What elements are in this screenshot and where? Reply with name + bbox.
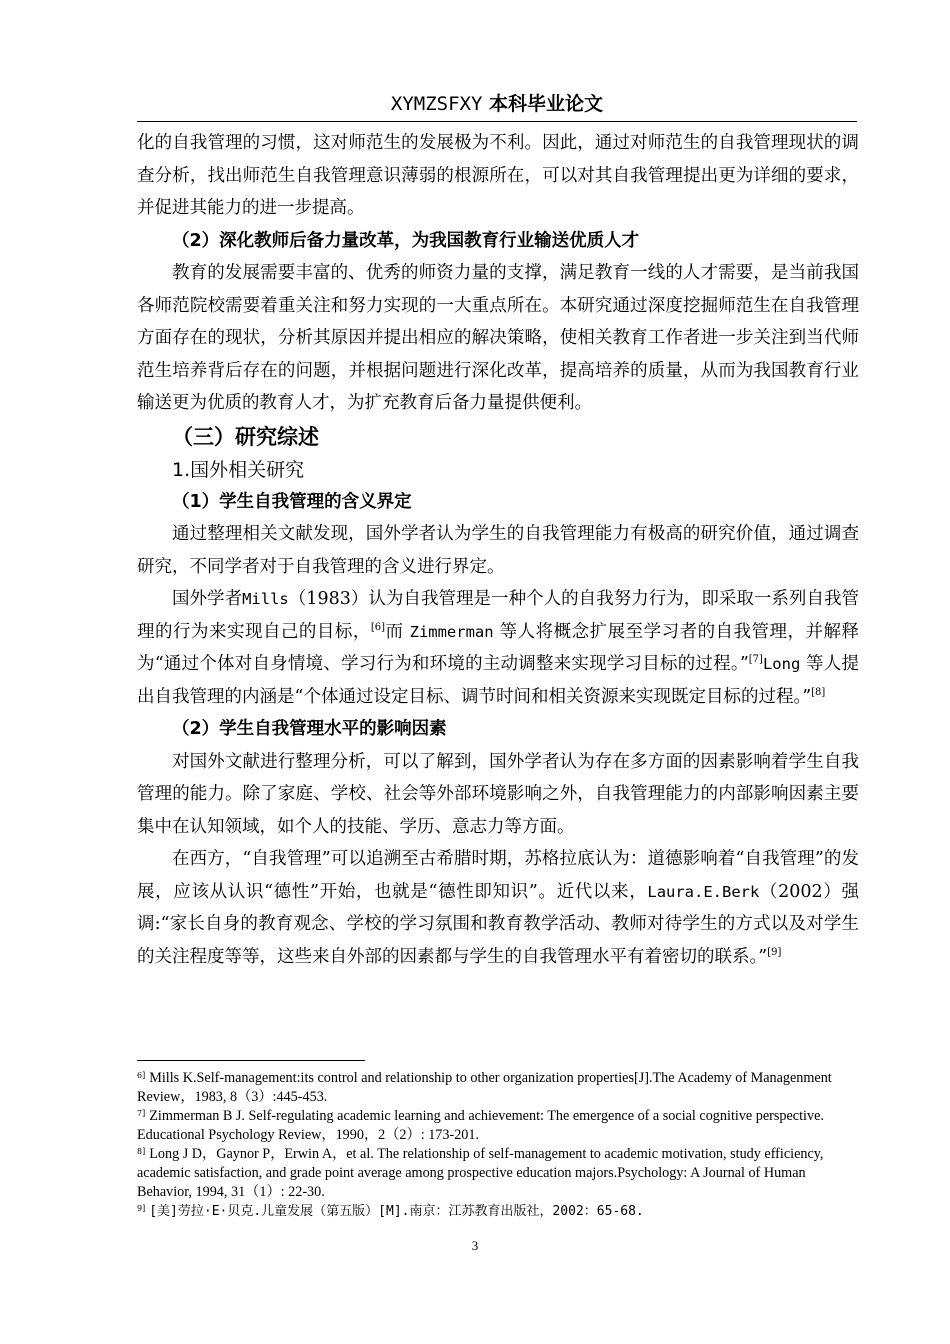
paragraph-literature-intro: 通过整理相关文献发现，国外学者认为学生的自我管理能力有极高的研究价值，通过调查研究，不同学者对于自我管理的含义进行界定。 bbox=[137, 524, 859, 577]
paragraph-factors: 对国外文献进行整理分析，可以了解到，国外学者认为存在多方面的因素影响着学生自我管理的能力。除了家庭、学校、社会等外部环境影响之外，自我管理能力的内部影响因素主要集中在认知领域，如个人的技能、学历、意志力等方面。 bbox=[137, 751, 859, 837]
footnote-6 bbox=[137, 1069, 862, 1107]
footnote-9 bbox=[137, 1202, 862, 1221]
paragraph-teacher-reserve: 教育的发展需要丰富的、优秀的师资力量的支撑，满足教育一线的人才需要，是当前我国各师范院校需要着重关注和努力实现的一大重点所在。本研究通过深度挖掘师范生在自我管理方面存在的现状，分析其原因并提出相应的解决策略，使相关教育工作者进一步关注到当代师范生培养背后存在的问题，并根据问题进行深化改革，提高培养的质量，从而为我国教育行业输送更为优质的教育人才，为扩充教育后备力量提供便利。 bbox=[137, 263, 859, 413]
citation-ref-8[interactable]: [8] bbox=[811, 686, 826, 698]
footnote-text: Long J D，Gaynor P，Erwin A，et al. The relationship of self-management to academic motivation, study efficiency, academic satisfaction, and grade point average among prospective education majors.Psychology: A Journal of Human Behavior, 1994, 31（1）: 22-30. bbox=[137, 1146, 824, 1200]
footnotes bbox=[137, 1069, 862, 1221]
author-mills: Mills bbox=[242, 590, 289, 608]
footnote-text: [美]劳拉·E·贝克.儿童发展（第五版）[M].南京：江苏教育出版社，2002：65-68. bbox=[149, 1204, 644, 1219]
heading-item-1-definition: （1）学生自我管理的含义界定 bbox=[172, 491, 412, 512]
header-rule bbox=[137, 121, 857, 122]
footnote-7 bbox=[137, 1107, 862, 1145]
author-berk: Laura.E.Berk bbox=[647, 882, 760, 901]
text-span: 等人将概念扩展至学习者的自我管理，并解释为“通过个体对自身情境、学习行为和环境的主动调整来实现学习目标的过程。” bbox=[137, 621, 859, 674]
text-span: （2002）强调:“家长自身的教育观念、学校的学习氛围和教育教学活动、教师对待学生的方式以及对学生的关注程度等等，这些来自外部的因素都与学生的自我管理水平有着密切的联系。” bbox=[137, 881, 859, 967]
text-span: 国外学者 bbox=[172, 589, 243, 609]
paragraph-western-history bbox=[137, 843, 859, 973]
page-header bbox=[137, 91, 857, 117]
page-number: 3 bbox=[471, 1238, 479, 1253]
author-long: Long bbox=[762, 655, 801, 673]
heading-item-2-factors: （2）学生自我管理水平的影响因素 bbox=[172, 719, 447, 739]
author-zimmerman: Zimmerman bbox=[409, 622, 494, 641]
citation-ref-7[interactable]: [7] bbox=[748, 654, 763, 666]
header-code: XYMZSFXY bbox=[390, 93, 483, 115]
footnote-mark: 7] bbox=[137, 1109, 146, 1118]
citation-ref-9[interactable]: [9] bbox=[767, 946, 782, 958]
document-body bbox=[137, 127, 859, 973]
text-span: （1983）认为自我管理是一种个人的自我努力行为，即采取一系列自我管理的行为来实现自己的目标， bbox=[137, 589, 859, 642]
footnote-8 bbox=[137, 1145, 862, 1202]
text-span: 在西方，“自我管理”可以追溯至古希腊时期，苏格拉底认为：道德影响着“自我管理”的发展，应该从认识“德性”开始，也就是“德性即知识”。近代以来， bbox=[137, 849, 859, 902]
footnote-text: Mills K.Self-management:its control and relationship to other organization properties[J].The Academy of Managenment Review，1983, 8（3）:445-453. bbox=[137, 1070, 832, 1105]
text-span: 等人提出自我管理的内涵是“个体通过设定目标、调节时间和相关资源来实现既定目标的过程。” bbox=[137, 654, 859, 707]
section-heading-review: （三）研究综述 bbox=[172, 424, 319, 449]
footnote-separator bbox=[137, 1060, 365, 1061]
citation-ref-6[interactable]: [6] bbox=[370, 621, 386, 633]
footnote-text: Zimmerman B J. Self-regulating academic learning and achievement: The emergence of a social cognitive perspective. Educational Psychology Review，1990，2（2）: 173-201. bbox=[137, 1108, 824, 1143]
paragraph-definitions bbox=[137, 583, 859, 713]
paragraph-continuation: 化的自我管理的习惯，这对师范生的发展极为不利。因此，通过对师范生的自我管理现状的调查分析，找出师范生自我管理意识薄弱的根源所在，可以对其自我管理提出更为详细的要求，并促进其能力的进一步提高。 bbox=[137, 133, 859, 218]
header-title: 本科毕业论文 bbox=[482, 93, 604, 115]
footnote-mark: 6] bbox=[137, 1071, 146, 1080]
footnote-mark: 9] bbox=[137, 1204, 146, 1213]
subsection-heading-foreign: 1.国外相关研究 bbox=[172, 458, 305, 481]
text-span: 而 bbox=[385, 621, 410, 642]
footnote-mark: 8] bbox=[137, 1147, 146, 1156]
heading-item-2-reform: （2）深化教师后备力量改革，为我国教育行业输送优质人才 bbox=[172, 230, 640, 251]
